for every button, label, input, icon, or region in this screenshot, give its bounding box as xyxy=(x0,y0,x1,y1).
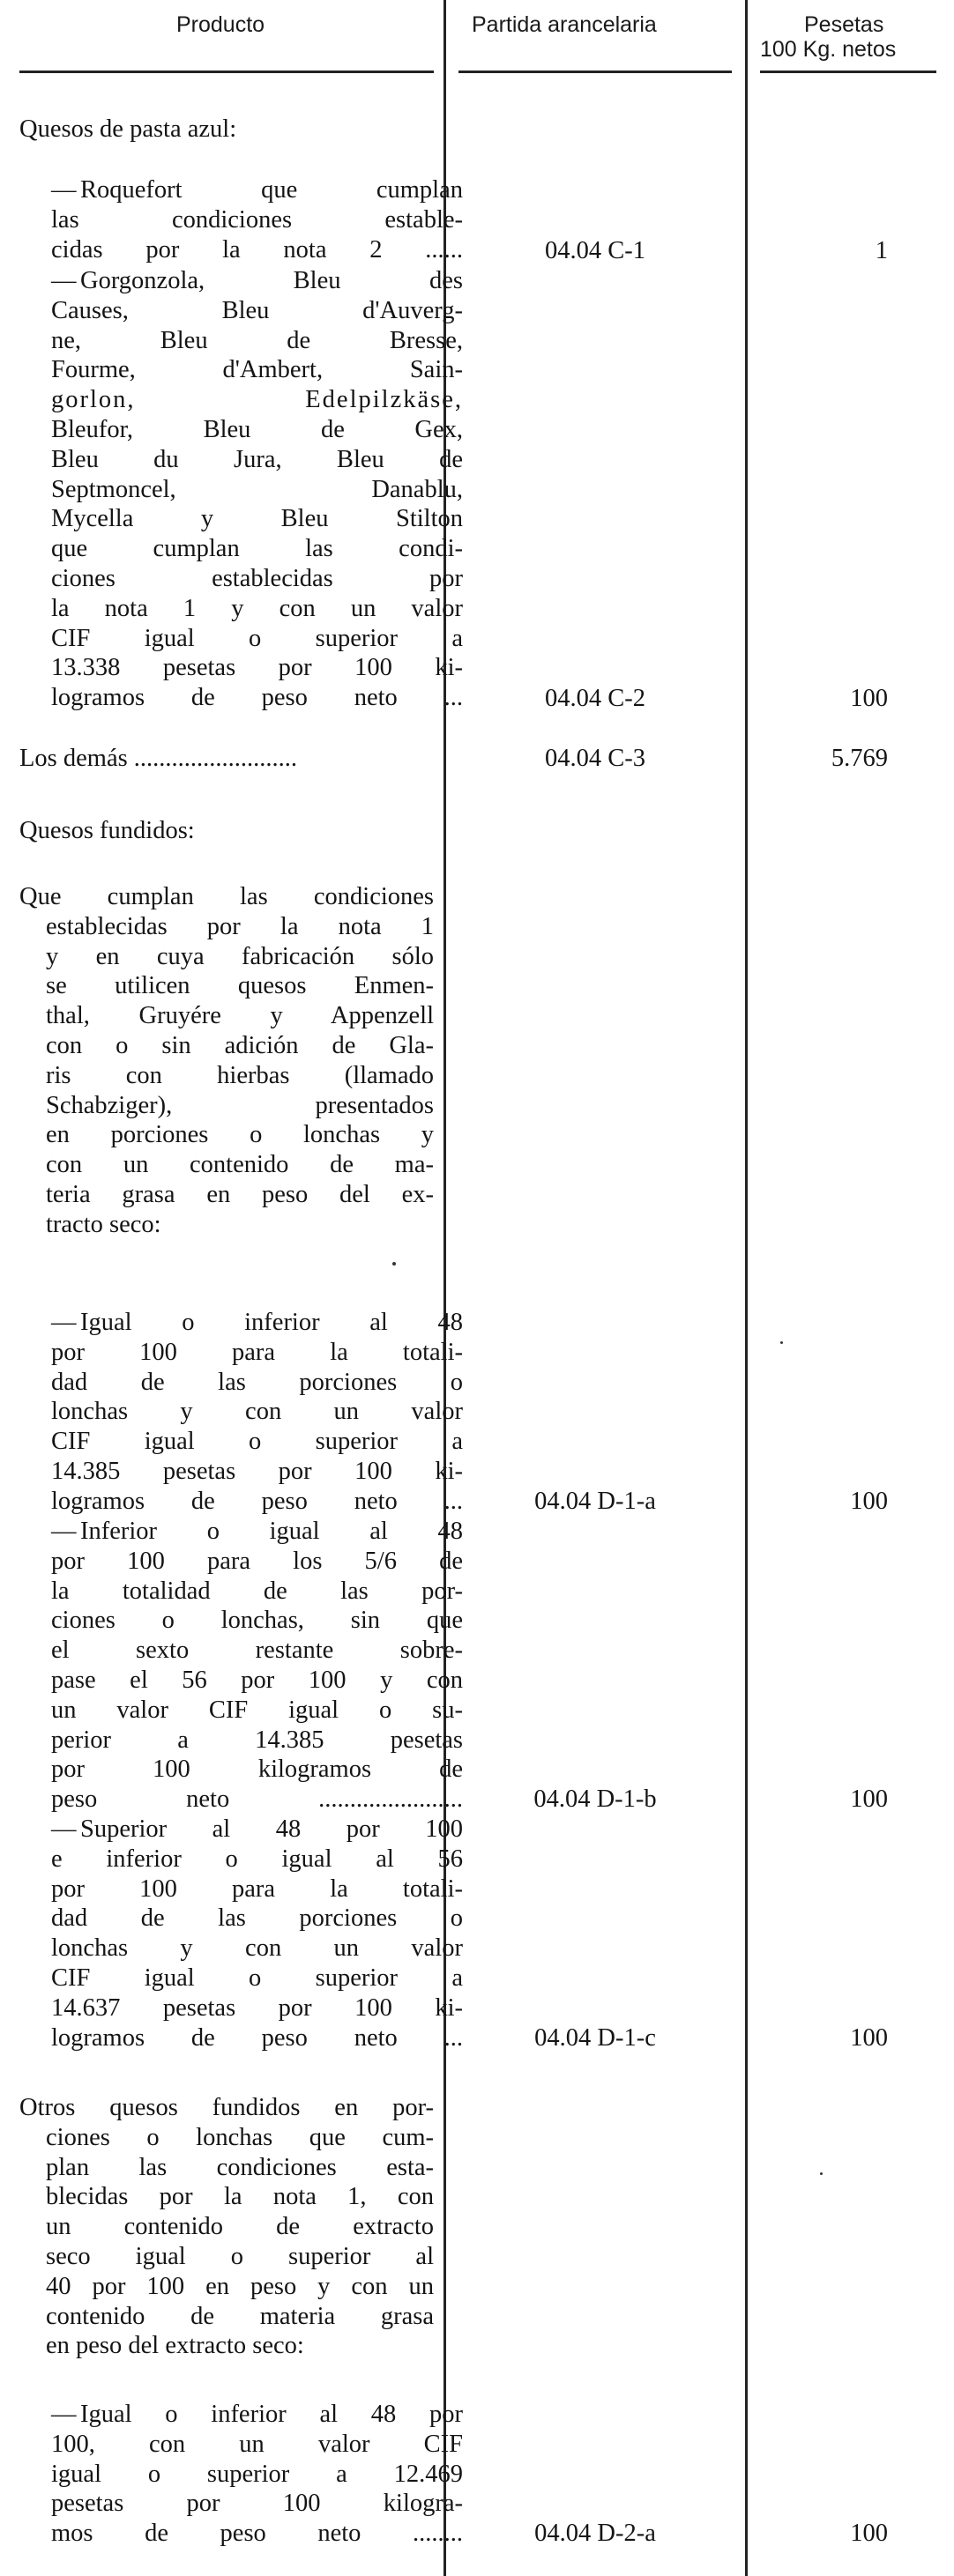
header-partida-arancelaria: Partida arancelaria xyxy=(472,12,657,37)
entry-d1a: — Igual o inferior al 48 por 100 para la totali- dad de las porciones o lonchas y con un valor CIF igual o superior a 14.385 pesetas por 100 ki- logramos de peso neto ... xyxy=(51,1309,463,1515)
partida-c2: 04.04 C-2 xyxy=(545,685,645,712)
header-rule-partida xyxy=(458,71,732,73)
entry-d1b: — Inferior o igual al 48 por 100 para los 5/6 de la totalidad de las por- ciones o lonchas, sin que el sexto restante sobre- pase el 56 por 100 y con un valor CIF igual o su- perior a 14.385 pesetas por 100 kilogramos de peso neto ....................... xyxy=(51,1518,463,1814)
partida-c1: 04.04 C-1 xyxy=(545,237,645,264)
entry-dash: — xyxy=(51,1518,77,1545)
scan-speck xyxy=(780,1341,783,1344)
scan-speck xyxy=(820,2172,823,2175)
header-pesetas-unit: 100 Kg. netos xyxy=(760,37,897,62)
partida-d2a: 04.04 D-2-a xyxy=(534,2520,656,2547)
entry-los-demas: Los demás .......................... xyxy=(19,745,298,772)
column-divider-right xyxy=(745,0,748,2576)
scan-speck xyxy=(392,1262,396,1266)
entry-d1c: — Superior al 48 por 100 e inferior o igual al 56 por 100 para la totali- dad de las porciones o lonchas y con un valor CIF igual o superior a 14.637 pesetas por 100 ki- logramos de peso neto ... xyxy=(51,1815,463,2052)
entry-d2a: — Igual o inferior al 48 por 100, con un valor CIF igual o superior a 12.469 pesetas por 100 kilogra- mos de peso neto ........ xyxy=(51,2401,463,2548)
entry-dash: — xyxy=(51,1309,77,1336)
value-c3: 5.769 xyxy=(831,745,888,772)
header-producto: Producto xyxy=(176,12,265,37)
value-d1b: 100 xyxy=(850,1785,888,1813)
header-rule-pesetas xyxy=(760,71,936,73)
section-heading-fundidos: Quesos fundidos: xyxy=(19,817,195,844)
paragraph-que-cumplan: Que cumplan las condiciones establecidas por la nota 1 y en cuya fabricación sólo se utilicen quesos Enmen- thal, Gruyére y Appenzell con o sin adición de Gla- ris con hierbas (llamado Schabziger), presentados en porciones o lonchas y con un contenido de ma- teria grasa en peso del ex- tracto seco: xyxy=(19,883,434,1238)
partida-c3: 04.04 C-3 xyxy=(545,745,645,772)
value-d1a: 100 xyxy=(850,1488,888,1515)
partida-d1b: 04.04 D-1-b xyxy=(533,1785,657,1813)
entry-dash: — xyxy=(51,267,77,294)
entry-gorgonzola: — Gorgonzola, Bleu des Causes, Bleu d'Auverg- ne, Bleu de Bresse, Fourme, d'Ambert, Sain- gorlon, Edelpilzkäse, Bleufor, Bleu de Gex, Bleu du Jura, Bleu de Septmoncel, Danablu, Mycella y Bleu Stilton que cumplan las condi- ciones establecidas por la nota 1 y con un valor CIF igual o superior a 13.338 pesetas por 100 ki- logramos de peso neto ... xyxy=(51,267,463,712)
entry-roquefort: — Roquefort que cumplan las condiciones estable- cidas por la nota 2 ...... xyxy=(51,176,463,264)
paragraph-otros-quesos: Otros quesos fundidos en por- ciones o lonchas que cum- plan las condiciones esta- blecidas por la nota 1, con un contenido de extracto seco igual o superior al 40 por 100 en peso y con un contenido de materia grasa en peso del extracto seco: xyxy=(19,2094,434,2360)
partida-d1a: 04.04 D-1-a xyxy=(534,1488,656,1515)
entry-dash: — xyxy=(51,2401,77,2428)
value-d2a: 100 xyxy=(850,2520,888,2547)
header-pesetas: Pesetas xyxy=(804,12,884,37)
entry-dash: — xyxy=(51,1815,77,1843)
value-d1c: 100 xyxy=(850,2024,888,2052)
header-rule-producto xyxy=(19,71,434,73)
section-heading-pasta-azul: Quesos de pasta azul: xyxy=(19,115,237,143)
entry-dash: — xyxy=(51,176,77,204)
value-c2: 100 xyxy=(850,685,888,712)
value-c1: 1 xyxy=(875,237,888,264)
partida-d1c: 04.04 D-1-c xyxy=(534,2024,656,2052)
